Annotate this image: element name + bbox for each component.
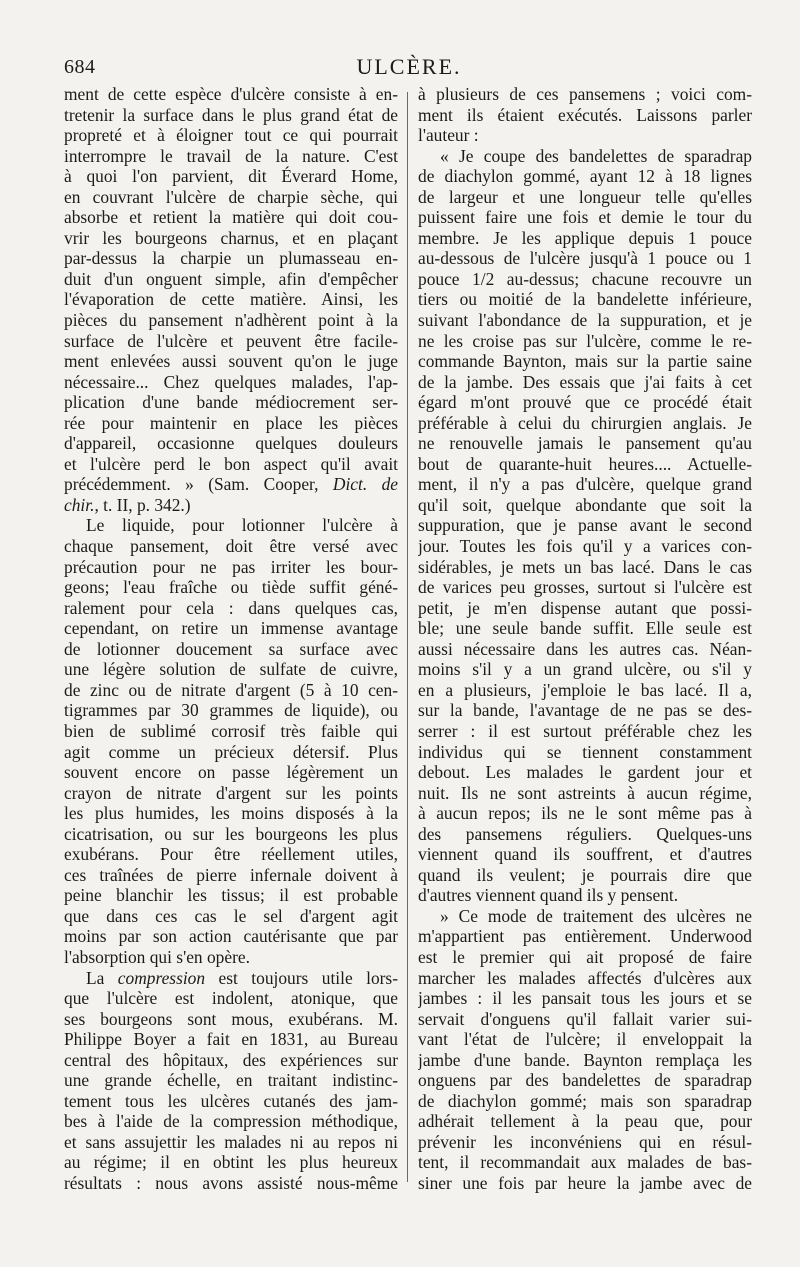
text-line [418,125,752,146]
text-line [64,947,398,968]
text-line [418,742,752,763]
text-run: que dans ces cas le sel d'argent agit [64,905,398,926]
text-run: ne renouvelle jamais le pansement qu'au [418,433,752,454]
text-line [418,1091,752,1112]
right-column [418,84,752,1194]
text-run: propreté et à éloigner tout ce qui pourrait [64,125,398,146]
text-run: Le liquide, pour lotionner l'ulcère à [86,515,398,536]
text-run: que l'ulcère est indolent, atonique, que [64,988,398,1009]
text-line [64,105,398,126]
text-line [418,577,752,598]
text-run: et sans assujettir les malades ni au repos ni [64,1131,398,1152]
text-run: rée pour maintenir en place les pièces [64,412,398,433]
text-run: jambe d'une bande. Baynton remplaça les [418,1049,752,1070]
text-line [418,248,752,269]
text-run: des pansemens réguliers. Quelques-uns [418,823,752,844]
text-run: cependant, on retire un immense avantage [64,618,398,639]
text-run: , t. II, p. 342.) [94,494,191,515]
text-line [64,885,398,906]
text-line [418,968,752,989]
text-line [418,331,752,352]
text-line [64,495,398,516]
text-run: suppuration, que je panse avant le second [418,515,752,536]
text-line [64,146,398,167]
text-line [418,269,752,290]
text-line [418,865,752,886]
text-line [64,413,398,434]
text-run: en a plusieurs, j'emploie le bas lacé. Il a, [418,679,752,700]
text-line [418,166,752,187]
text-line [64,865,398,886]
text-run: absorbe et retient la matière qui doit cou- [64,207,398,228]
text-line [418,947,752,968]
text-run: La [86,967,118,988]
text-line [418,885,752,906]
text-run: chaque pansement, doit être versé avec [64,536,398,557]
text-line [418,659,752,680]
text-run: servait d'onguens qu'il fallait varier sui- [418,1008,752,1029]
text-run: par-dessus la charpie un plumasseau en- [64,248,398,269]
text-run: individus qui se tiennent constamment [418,741,752,762]
text-run: vant l'état de l'ulcère; il enveloppait la [418,1029,752,1050]
text-run: agit comme un précieux détersif. Plus [64,741,398,762]
text-line [64,700,398,721]
text-line [418,433,752,454]
text-run: viennent quand ils souffrent, et d'autres [418,844,752,865]
text-line [418,700,752,721]
text-run: au-dessous de l'ulcère jusqu'à 1 pouce ou 1 [418,248,752,269]
text-run: debout. Les malades le gardent jour et [418,762,752,783]
text-run: jambes : il les pansait tous les jours et se [418,988,752,1009]
text-run: sur la bande, l'avantage de ne pas se des- [418,700,752,721]
text-line [64,269,398,290]
text-run: l'auteur : [418,125,479,146]
text-run: ment, il n'y a pas d'ulcère, quelque grand [418,474,752,495]
text-run: tiers ou moitié de la bandelette inférieure, [418,289,752,310]
text-run: pouce 1/2 au-dessus; chacune recouvre un [418,268,752,289]
text-line [64,454,398,475]
text-line [418,187,752,208]
text-line [418,1111,752,1132]
text-line [64,618,398,639]
text-run: bout de quarante-huit heures.... Actuelle- [418,453,752,474]
text-run: « Je coupe des bandelettes de sparadrap [440,145,752,166]
text-run: précédemment. » (Sam. Cooper, [64,474,333,495]
text-run: les plus humides, les moins disposés à la [64,803,398,824]
text-run: à aucun repos; ils ne le sont même pas à [418,803,752,824]
text-line [64,166,398,187]
text-run: ment de cette espèce d'ulcère consiste à en- [64,84,398,104]
text-run: de lotionner doucement sa surface avec [64,638,398,659]
text-line [418,618,752,639]
text-line [64,1173,398,1194]
text-line [64,639,398,660]
text-line [418,1070,752,1091]
text-run: et l'ulcère perd le bon aspect qu'il avait [64,453,398,474]
text-line [64,598,398,619]
text-run: m'appartient pas entièrement. Underwood [418,926,752,947]
text-line [418,454,752,475]
text-run: bien de sublimé corrosif très faible qui [64,720,398,741]
text-run: jour. Toutes les fois qu'il y a varices con- [418,536,752,557]
text-line [64,1152,398,1173]
text-line [64,1050,398,1071]
text-run: moins s'il y a un grand ulcère, ou s'il y [418,659,752,680]
text-run: onguens par des bandelettes de sparadrap [418,1070,752,1091]
text-line [418,557,752,578]
text-line [418,289,752,310]
text-line [64,557,398,578]
text-line [418,906,752,927]
text-line [64,187,398,208]
text-run: ses bourgeons sont mous, exubérans. M. [64,1008,398,1029]
text-run: quand ils veulent; je pourrais dire que [418,864,752,885]
text-run: de diachylon gommé, ayant 12 à 18 lignes [418,166,752,187]
italic-text: Dict. de [332,474,398,495]
page-number: 684 [64,56,96,78]
text-run: siner une fois par heure la jambe avec de [418,1172,752,1193]
text-run: tent, il recommandait aux malades de bas- [418,1152,752,1173]
text-line [64,844,398,865]
text-line [418,84,752,105]
text-run: pièces du pansement n'adhèrent point à la [64,310,398,331]
text-line [64,824,398,845]
text-line [418,762,752,783]
text-line [418,783,752,804]
text-run: » Ce mode de traitement des ulcères ne [440,905,752,926]
text-line [418,536,752,557]
running-title: ULCÈRE. [356,54,462,79]
text-line [64,515,398,536]
text-line [418,844,752,865]
text-line [418,495,752,516]
text-line [64,762,398,783]
text-run: serrer : il est surtout préférable chez les [418,720,752,741]
text-run: moins par son action cautérisante que par [64,926,398,947]
text-line [418,1132,752,1153]
text-line [64,207,398,228]
text-run: peine blanchir les tissus; il est probable [64,885,398,906]
text-run: crayon de nitrate d'argent sur les points [64,782,398,803]
text-run: nuit. Ils ne sont astreints à aucun régime, [418,782,752,803]
text-line [418,1050,752,1071]
text-line [418,372,752,393]
text-line [418,926,752,947]
text-line [64,310,398,331]
page-header [64,54,754,84]
text-line [64,742,398,763]
text-line [418,105,752,126]
text-run: en couvrant l'ulcère de charpie sèche, qui [64,186,398,207]
text-run: d'appareil, occasionne quelques douleurs [64,433,398,454]
text-run: commande Baynton, mais sur la partie saine [418,351,752,372]
text-run: une légère solution de sulfate de cuivre, [64,659,398,680]
text-run: sidérables, je mets un bas lacé. Dans le cas [418,556,752,577]
text-line [64,988,398,1009]
text-run: ralement pour cela : dans quelques cas, [64,597,398,618]
text-line [418,988,752,1009]
text-run: geons; l'eau fraîche ou tiède suffit géné- [64,577,398,598]
text-run: est toujours utile lors- [205,967,398,988]
text-line [418,824,752,845]
text-line [64,351,398,372]
text-run: ne les croise pas sur l'ulcère, comme le re- [418,330,752,351]
text-run: ment enlevées aussi souvent qu'on le juge [64,351,398,372]
text-run: de la jambe. Des essais que j'ai faits à cet [418,371,752,392]
left-column [64,84,398,1194]
text-line [64,680,398,701]
text-line [64,372,398,393]
text-line [64,228,398,249]
text-line [418,1009,752,1030]
text-line [418,721,752,742]
text-line [64,968,398,989]
text-run: résultats : nous avons assisté nous-même [64,1172,398,1193]
text-line [418,474,752,495]
text-line [64,1132,398,1153]
text-run: puissent faire une fois et demie le tour du [418,207,752,228]
text-line [64,721,398,742]
text-line [418,1173,752,1194]
text-run: précaution pour ne pas irriter les bour- [64,556,398,577]
text-run: tigrammes par 30 grammes de liquide), ou [64,700,398,721]
text-line [64,474,398,495]
text-run: duit d'un onguent simple, afin d'empêcher [64,268,398,289]
text-line [64,783,398,804]
text-run: interrompre le travail de la nature. C'est [64,145,398,166]
text-run: ment ils étaient exécutés. Laissons parler [418,104,752,125]
text-line [64,577,398,598]
text-run: souvent encore on passe légèrement un [64,762,398,783]
text-line [418,680,752,701]
text-run: préférable à celui du chirurgien anglais. Je [418,412,752,433]
text-run: prévenir les inconvéniens qui en résul- [418,1131,752,1152]
text-line [418,639,752,660]
text-line [64,331,398,352]
text-run: à quoi l'on parvient, dit Éverard Home, [64,166,398,187]
text-line [64,1111,398,1132]
text-line [418,1029,752,1050]
text-run: nécessaire... Chez quelques malades, l'ap- [64,371,398,392]
text-line [64,125,398,146]
text-run: plication d'une bande médiocrement ser- [64,392,398,413]
text-run: l'évaporation de cette matière. Ainsi, les [64,289,398,310]
text-run: égard m'ont prouvé que ce procédé était [418,392,752,413]
text-run: Philippe Boyer a fait en 1831, au Bureau [64,1029,398,1050]
text-line [64,392,398,413]
text-line [418,146,752,167]
text-line [64,1029,398,1050]
text-line [64,659,398,680]
text-line [64,248,398,269]
text-line [64,84,398,105]
text-run: adhérait tellement à la peau que, pour [418,1111,752,1132]
text-line [64,433,398,454]
text-line [64,289,398,310]
text-run: vrir les bourgeons charnus, et en plaçant [64,227,398,248]
text-run: de largeur et une longueur telle qu'elles [418,186,752,207]
text-run: à plusieurs de ces pansemens ; voici com- [418,84,752,104]
text-run: l'absorption qui s'en opère. [64,946,250,967]
italic-text: chir. [64,494,95,515]
text-line [64,803,398,824]
text-line [418,515,752,536]
text-line [64,1009,398,1030]
text-run: ces traînées de pierre infernale doivent à [64,864,398,885]
text-line [418,392,752,413]
text-run: surface de l'ulcère et peuvent être facile- [64,330,398,351]
text-run: tretenir la surface dans le plus grand état de [64,104,398,125]
text-run: bes à l'aide de la compression méthodique, [64,1111,398,1132]
text-line [418,310,752,331]
text-line [64,536,398,557]
text-line [64,1091,398,1112]
text-run: petit, je m'en dispense autant que possi- [418,597,752,618]
text-run: d'autres viennent quand ils y pensent. [418,885,679,906]
text-run: cicatrisation, ou sur les bourgeons les plus [64,823,398,844]
text-line [418,228,752,249]
text-line [418,207,752,228]
text-line [64,926,398,947]
text-line [418,1152,752,1173]
column-divider [407,92,408,1182]
text-line [418,598,752,619]
text-run: exubérans. Pour être réellement utiles, [64,844,398,865]
text-line [64,1070,398,1091]
text-run: une grande échelle, en traitant indistinc- [64,1070,398,1091]
text-line [64,906,398,927]
text-line [418,413,752,434]
italic-text: compression [117,967,206,988]
text-run: de varices peu grosses, surtout si l'ulcère est [418,577,752,598]
text-run: au régime; il en obtint les plus heureux [64,1152,398,1173]
text-run: de zinc ou de nitrate d'argent (5 à 10 cen- [64,679,398,700]
text-run: marcher les malades affectés d'ulcères aux [418,967,752,988]
text-run: est le premier qui ait proposé de faire [418,946,752,967]
text-run: ble; une seule bande suffit. Elle seule est [418,618,752,639]
text-run: suivant l'abondance de la suppuration, et je [418,310,752,331]
text-line [418,351,752,372]
text-run: aussi nécessaire dans les autres cas. Néan- [418,638,752,659]
text-run: central des hôpitaux, des expériences sur [64,1049,398,1070]
text-line [418,803,752,824]
text-run: tement tous les ulcères cutanés des jam- [64,1090,398,1111]
text-run: de diachylon gommé; mais son sparadrap [418,1090,752,1111]
text-run: qu'il soit, quelque abondante que soit la [418,494,752,515]
text-run: membre. Je les applique depuis 1 pouce [418,227,752,248]
